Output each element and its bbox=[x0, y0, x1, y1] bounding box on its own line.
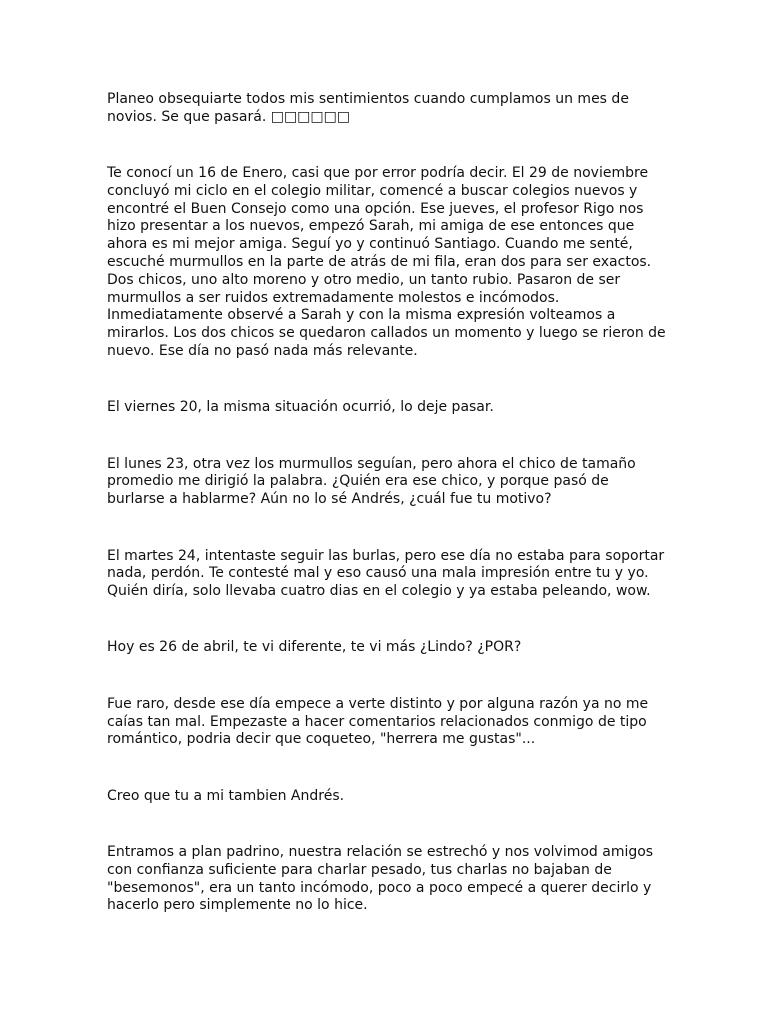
paragraph-6: Hoy es 26 de abril, te vi diferente, te vi más ¿Lindo? ¿POR? bbox=[107, 639, 522, 656]
paragraph-gap bbox=[107, 361, 667, 400]
paragraph-gap bbox=[107, 417, 667, 456]
paragraph-gap bbox=[107, 601, 667, 640]
paragraph-gap bbox=[107, 127, 667, 166]
document-body bbox=[107, 91, 667, 915]
paragraph-8: Creo que tu a mi tambien Andrés. bbox=[107, 787, 345, 804]
paragraph-5: El martes 24, intentaste seguir las burlas, pero ese día no estaba para soportar nada, perdón. Te contesté mal y eso causó una mala impresión entre tu y yo. Quién diría, solo llevaba cuatro dias en el colegio y ya estaba peleando, wow. bbox=[107, 547, 665, 600]
paragraph-gap bbox=[107, 749, 667, 788]
paragraph-9: Entramos a plan padrino, nuestra relación se estrechó y nos volvimod amigos con confianza suficiente para charlar pesado, tus charlas no bajaban de "besemonos", era un tanto incómodo, poco a poco empecé a querer decirlo y hacerlo pero simplemente no lo hice. bbox=[107, 843, 654, 914]
paragraph-4: El lunes 23, otra vez los murmullos seguían, pero ahora el chico de tamaño promedio me dirigió la palabra. ¿Quién era ese chico, y porque pasó de burlarse a hablarme? Aún no lo sé Andrés, ¿cuál fue tu motivo? bbox=[107, 455, 636, 508]
paragraph-3: El viernes 20, la misma situación ocurrió, lo deje pasar. bbox=[107, 399, 494, 416]
paragraph-gap bbox=[107, 509, 667, 548]
paragraph-2: Te conocí un 16 de Enero, casi que por error podría decir. El 29 de noviembre concluyó mi ciclo en el colegio militar, comencé a buscar colegios nuevos y encontré el Buen Consejo como una opción. Ese jueves, el profesor Rigo nos hizo presentar a los nuevos, empezó Sarah, mi amiga de ese entonces que ahora es mi mejor amiga. Seguí yo y continuó Santiago. Cuando me senté, escuché murmullos en la parte de atrás de mi fila, eran dos para ser exactos. Dos chicos, uno alto moreno y otro medio, un tanto rubio. Pasaron de ser murmullos a ser ruidos extremadamente molestos e incómodos. Inmediatamente observé a Sarah y con la misma expresión volteamos a mirarlos. Los dos chicos se quedaron callados un momento y luego se rieron de nuevo. Ese día no pasó nada más relevante. bbox=[107, 165, 666, 360]
paragraph-gap bbox=[107, 657, 667, 696]
paragraph-gap bbox=[107, 805, 667, 844]
paragraph-7: Fue raro, desde ese día empece a verte distinto y por alguna razón ya no me caías tan mal. Empezaste a hacer comentarios relacionados conmigo de tipo romántico, podria decir que coqueteo, "herrera me gustas"... bbox=[107, 695, 649, 748]
paragraph-1: Planeo obsequiarte todos mis sentimientos cuando cumplamos un mes de novios. Se que pasará. □□□□□□ bbox=[107, 91, 629, 125]
